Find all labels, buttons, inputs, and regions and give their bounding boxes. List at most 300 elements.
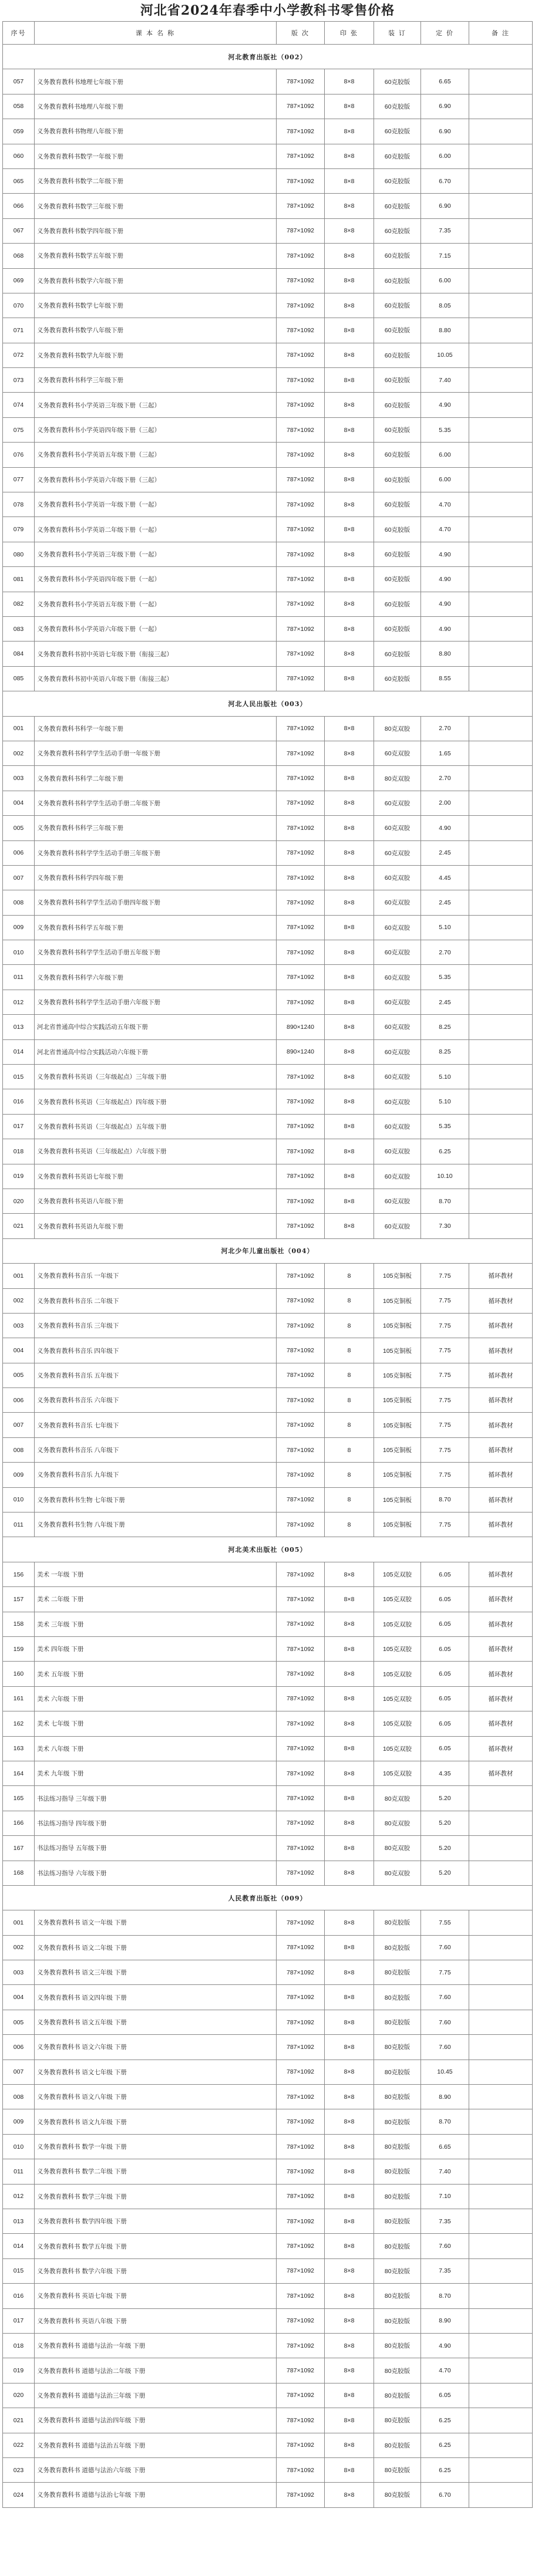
binding-paper: 60克胶版 [374, 492, 421, 517]
print-sheets: 8×8 [325, 2060, 374, 2084]
remark [469, 94, 533, 119]
binding-paper: 60克胶版 [374, 517, 421, 542]
book-name: 美术 六年级 下册 [35, 1686, 277, 1711]
remark [469, 244, 533, 268]
remark: 循环教材 [469, 1463, 533, 1487]
binding-paper: 60克双胶 [374, 915, 421, 940]
book-format: 787×1092 [277, 1736, 325, 1761]
book-format: 787×1092 [277, 1264, 325, 1288]
row-number: 008 [3, 890, 35, 915]
book-name: 义务教育教科书物理八年级下册 [35, 119, 277, 144]
book-format: 787×1092 [277, 1139, 325, 1164]
publisher-name: 河北人民出版社（003） [3, 691, 533, 716]
book-name: 义务教育教科书 语文四年级 下册 [35, 1985, 277, 2010]
binding-paper: 60克双胶 [374, 1015, 421, 1039]
binding-paper: 80克胶版 [374, 2035, 421, 2060]
book-name: 义务教育教科书 道德与法治四年级 下册 [35, 2408, 277, 2433]
binding-paper: 80克双胶 [374, 766, 421, 791]
book-format: 787×1092 [277, 1761, 325, 1785]
book-format: 787×1092 [277, 244, 325, 268]
book-name: 美术 二年级 下册 [35, 1587, 277, 1612]
remark [469, 1214, 533, 1238]
remark [469, 1811, 533, 1835]
remark [469, 1935, 533, 1960]
book-format: 787×1092 [277, 940, 325, 965]
print-sheets: 8×8 [325, 492, 374, 517]
book-format: 787×1092 [277, 1711, 325, 1736]
book-format: 787×1092 [277, 2184, 325, 2209]
row-number: 016 [3, 2284, 35, 2308]
print-sheets: 8×8 [325, 741, 374, 765]
book-format: 787×1092 [277, 268, 325, 293]
binding-paper: 105克铜板 [374, 1437, 421, 1462]
binding-paper: 60克胶版 [374, 69, 421, 94]
binding-paper: 105克双胶 [374, 1686, 421, 1711]
book-name: 书法练习指导 六年级下册 [35, 1861, 277, 1885]
price: 7.60 [421, 2234, 469, 2258]
price: 4.45 [421, 865, 469, 890]
book-format: 787×1092 [277, 2358, 325, 2383]
print-sheets: 8×8 [325, 2134, 374, 2159]
price: 8.25 [421, 1039, 469, 1064]
binding-paper: 60克双胶 [374, 1164, 421, 1189]
row-number: 161 [3, 1686, 35, 1711]
remark [469, 343, 533, 367]
remark [469, 368, 533, 393]
remark [469, 1861, 533, 1885]
binding-paper: 60克胶版 [374, 293, 421, 318]
book-name: 义务教育教科书数学八年级下册 [35, 318, 277, 343]
book-format: 787×1092 [277, 443, 325, 467]
row-number: 006 [3, 2035, 35, 2060]
row-number: 058 [3, 94, 35, 119]
book-name: 义务教育教科书 数学一年级 下册 [35, 2134, 277, 2159]
price: 8.05 [421, 293, 469, 318]
table-row [3, 1487, 533, 1512]
remark [469, 393, 533, 417]
print-sheets: 8×8 [325, 1139, 374, 1164]
book-name: 义务教育教科书科学三年级下册 [35, 816, 277, 840]
price: 7.75 [421, 1313, 469, 1338]
binding-paper: 60克双胶 [374, 940, 421, 965]
book-format: 787×1092 [277, 890, 325, 915]
book-name: 义务教育教科书音乐 五年级下 [35, 1363, 277, 1387]
print-sheets: 8×8 [325, 1910, 374, 1935]
price: 7.75 [421, 1338, 469, 1363]
price: 4.90 [421, 542, 469, 566]
binding-paper: 60克胶版 [374, 94, 421, 119]
print-sheets: 8×8 [325, 1089, 374, 1114]
remark: 循环教材 [469, 1388, 533, 1413]
book-name: 义务教育教科书科学学生活动手册二年级下册 [35, 791, 277, 815]
book-format: 787×1092 [277, 1114, 325, 1139]
print-sheets: 8×8 [325, 2010, 374, 2034]
book-format: 787×1092 [277, 1065, 325, 1089]
print-sheets: 8 [325, 1487, 374, 1512]
binding-paper: 80克双胶 [374, 1811, 421, 1835]
price: 2.70 [421, 940, 469, 965]
book-format: 787×1092 [277, 2408, 325, 2433]
book-format: 787×1092 [277, 1686, 325, 1711]
table-row [3, 1910, 533, 1935]
binding-paper: 80克胶版 [374, 2159, 421, 2184]
table-row [3, 616, 533, 641]
print-sheets: 8×8 [325, 467, 374, 492]
table-row [3, 642, 533, 666]
book-name: 义务教育教科书数学六年级下册 [35, 268, 277, 293]
remark [469, 1089, 533, 1114]
remark [469, 1910, 533, 1935]
remark: 循环教材 [469, 1587, 533, 1612]
binding-paper: 60克胶版 [374, 343, 421, 367]
row-number: 065 [3, 168, 35, 193]
book-format: 787×1092 [277, 791, 325, 815]
row-number: 069 [3, 268, 35, 293]
book-name: 义务教育教科书音乐 一年级下 [35, 1264, 277, 1288]
table-row [3, 293, 533, 318]
book-format: 787×1092 [277, 2308, 325, 2333]
binding-paper: 60克胶版 [374, 417, 421, 442]
print-sheets: 8×8 [325, 542, 374, 566]
remark [469, 642, 533, 666]
binding-paper: 80克胶版 [374, 2408, 421, 2433]
table-row [3, 2333, 533, 2358]
row-number: 013 [3, 2209, 35, 2233]
print-sheets: 8×8 [325, 168, 374, 193]
row-number: 016 [3, 1089, 35, 1114]
row-number: 078 [3, 492, 35, 517]
print-sheets: 8×8 [325, 318, 374, 343]
table-row [3, 467, 533, 492]
price: 7.30 [421, 1214, 469, 1238]
table-row [3, 2258, 533, 2283]
binding-paper: 60克胶版 [374, 119, 421, 144]
print-sheets: 8×8 [325, 2258, 374, 2283]
row-number: 002 [3, 1935, 35, 1960]
table-row [3, 2408, 533, 2433]
book-name: 义务教育教科书生物 七年级下册 [35, 1487, 277, 1512]
row-number: 007 [3, 1413, 35, 1437]
table-row [3, 119, 533, 144]
header-row [3, 22, 533, 45]
print-sheets: 8×8 [325, 1686, 374, 1711]
table-row [3, 69, 533, 94]
table-row [3, 666, 533, 691]
page-title: 河北省2024年春季中小学教科书零售价格 [140, 3, 395, 18]
row-number: 019 [3, 1164, 35, 1189]
book-format: 787×1092 [277, 592, 325, 616]
row-number: 002 [3, 741, 35, 765]
price: 8.80 [421, 642, 469, 666]
price: 6.00 [421, 268, 469, 293]
table-row [3, 2010, 533, 2034]
book-format: 787×1092 [277, 1935, 325, 1960]
remark [469, 791, 533, 815]
row-number: 160 [3, 1662, 35, 1686]
price: 7.40 [421, 368, 469, 393]
row-number: 020 [3, 2383, 35, 2408]
remark [469, 194, 533, 218]
table-row [3, 2209, 533, 2233]
book-name: 义务教育教科书 英语七年级 下册 [35, 2284, 277, 2308]
binding-paper: 80克胶版 [374, 2433, 421, 2457]
remark [469, 443, 533, 467]
table-row [3, 840, 533, 865]
book-format: 787×1092 [277, 1662, 325, 1686]
book-name: 义务教育教科书英语（三年级起点）三年级下册 [35, 1065, 277, 1089]
table-row [3, 2234, 533, 2258]
table-row [3, 1637, 533, 1662]
row-number: 014 [3, 1039, 35, 1064]
row-number: 009 [3, 1463, 35, 1487]
book-format: 787×1092 [277, 915, 325, 940]
price: 7.60 [421, 1985, 469, 2010]
print-sheets: 8×8 [325, 1960, 374, 1985]
binding-paper: 60克双胶 [374, 1065, 421, 1089]
remark [469, 1164, 533, 1189]
binding-paper: 105克双胶 [374, 1562, 421, 1586]
binding-paper: 80克胶版 [374, 2258, 421, 2283]
remark [469, 2060, 533, 2084]
price: 10.05 [421, 343, 469, 367]
price: 6.70 [421, 168, 469, 193]
price: 8.55 [421, 666, 469, 691]
row-number: 165 [3, 1786, 35, 1811]
publisher-name: 人民教育出版社（009） [3, 1885, 533, 1910]
print-sheets: 8×8 [325, 1985, 374, 2010]
row-number: 007 [3, 865, 35, 890]
book-format: 787×1092 [277, 2234, 325, 2258]
table-row [3, 1985, 533, 2010]
row-number: 011 [3, 1512, 35, 1537]
print-sheets: 8×8 [325, 194, 374, 218]
remark [469, 2134, 533, 2159]
row-number: 077 [3, 467, 35, 492]
price: 5.20 [421, 1786, 469, 1811]
book-format: 787×1092 [277, 666, 325, 691]
price: 5.35 [421, 417, 469, 442]
row-number: 008 [3, 2085, 35, 2109]
book-format: 787×1092 [277, 1960, 325, 1985]
row-number: 010 [3, 940, 35, 965]
row-number: 021 [3, 2408, 35, 2433]
book-name: 义务教育教科书科学五年级下册 [35, 915, 277, 940]
book-name: 义务教育教科书科学六年级下册 [35, 965, 277, 990]
binding-paper: 60克胶版 [374, 194, 421, 218]
print-sheets: 8×8 [325, 990, 374, 1014]
table-row [3, 1214, 533, 1238]
book-name: 义务教育教科书小学英语六年级下册（三起） [35, 467, 277, 492]
table-row [3, 1512, 533, 1537]
table-row [3, 890, 533, 915]
print-sheets: 8×8 [325, 2457, 374, 2482]
row-number: 156 [3, 1562, 35, 1586]
book-name: 义务教育教科书英语八年级下册 [35, 1189, 277, 1213]
print-sheets: 8 [325, 1388, 374, 1413]
header-note: 备 注 [469, 22, 533, 45]
book-name: 义务教育教科书 语文七年级 下册 [35, 2060, 277, 2084]
print-sheets: 8×8 [325, 816, 374, 840]
row-number: 005 [3, 816, 35, 840]
book-format: 787×1092 [277, 2060, 325, 2084]
binding-paper: 105克铜板 [374, 1512, 421, 1537]
book-name: 义务教育教科书初中英语七年级下册（衔接三起） [35, 642, 277, 666]
table-row [3, 816, 533, 840]
table-row [3, 443, 533, 467]
table-row [3, 1861, 533, 1885]
price: 6.05 [421, 1637, 469, 1662]
publisher-name: 河北美术出版社（005） [3, 1537, 533, 1562]
print-sheets: 8×8 [325, 393, 374, 417]
remark: 循环教材 [469, 1338, 533, 1363]
row-number: 158 [3, 1612, 35, 1636]
header-no: 序号 [3, 22, 35, 45]
price: 7.60 [421, 1935, 469, 1960]
remark [469, 2284, 533, 2308]
row-number: 004 [3, 791, 35, 815]
table-row [3, 1313, 533, 1338]
table-row [3, 1164, 533, 1189]
row-number: 019 [3, 2358, 35, 2383]
price: 7.55 [421, 1910, 469, 1935]
binding-paper: 105克铜板 [374, 1264, 421, 1288]
price: 7.75 [421, 1413, 469, 1437]
print-sheets: 8×8 [325, 616, 374, 641]
print-sheets: 8×8 [325, 890, 374, 915]
price: 2.00 [421, 791, 469, 815]
table-row [3, 2085, 533, 2109]
binding-paper: 105克双胶 [374, 1662, 421, 1686]
book-name: 美术 一年级 下册 [35, 1562, 277, 1586]
row-number: 159 [3, 1637, 35, 1662]
table-row [3, 940, 533, 965]
binding-paper: 105克双胶 [374, 1587, 421, 1612]
price: 4.70 [421, 517, 469, 542]
book-format: 787×1092 [277, 2284, 325, 2308]
remark: 循环教材 [469, 1686, 533, 1711]
table-row [3, 1662, 533, 1686]
price: 4.90 [421, 592, 469, 616]
print-sheets: 8×8 [325, 666, 374, 691]
print-sheets: 8×8 [325, 1214, 374, 1238]
remark [469, 1065, 533, 1089]
book-name: 义务教育教科书科学四年级下册 [35, 865, 277, 890]
binding-paper: 105克双胶 [374, 1761, 421, 1785]
book-name: 义务教育教科书 语文五年级 下册 [35, 2010, 277, 2034]
book-format: 787×1092 [277, 168, 325, 193]
book-format: 787×1092 [277, 1388, 325, 1413]
book-name: 义务教育教科书音乐 八年级下 [35, 1437, 277, 1462]
book-format: 787×1092 [277, 1637, 325, 1662]
table-row [3, 417, 533, 442]
book-format: 787×1092 [277, 542, 325, 566]
row-number: 003 [3, 1313, 35, 1338]
binding-paper: 105克铜板 [374, 1363, 421, 1387]
binding-paper: 60克胶版 [374, 443, 421, 467]
binding-paper: 60克双胶 [374, 1089, 421, 1114]
book-name: 义务教育教科书科学学生活动手册三年级下册 [35, 840, 277, 865]
print-sheets: 8×8 [325, 2209, 374, 2233]
remark [469, 2457, 533, 2482]
book-name: 义务教育教科书 道德与法治五年级 下册 [35, 2433, 277, 2457]
remark [469, 2333, 533, 2358]
remark [469, 2109, 533, 2134]
price: 6.05 [421, 1662, 469, 1686]
book-name: 义务教育教科书 道德与法治三年级 下册 [35, 2383, 277, 2408]
table-row [3, 1015, 533, 1039]
book-format: 787×1092 [277, 2159, 325, 2184]
book-format: 787×1092 [277, 642, 325, 666]
binding-paper: 80克胶版 [374, 2085, 421, 2109]
row-number: 018 [3, 2333, 35, 2358]
price: 6.00 [421, 467, 469, 492]
table-row [3, 791, 533, 815]
row-number: 163 [3, 1736, 35, 1761]
price: 8.90 [421, 2308, 469, 2333]
table-row [3, 990, 533, 1014]
remark: 循环教材 [469, 1313, 533, 1338]
price: 7.75 [421, 1363, 469, 1387]
book-format: 787×1092 [277, 1985, 325, 2010]
book-name: 义务教育教科书科学学生活动手册四年级下册 [35, 890, 277, 915]
remark: 循环教材 [469, 1736, 533, 1761]
book-name: 义务教育教科书英语九年级下册 [35, 1214, 277, 1238]
book-format: 787×1092 [277, 368, 325, 393]
price: 8.70 [421, 2109, 469, 2134]
table-row [3, 1711, 533, 1736]
binding-paper: 80克双胶 [374, 716, 421, 741]
print-sheets: 8×8 [325, 517, 374, 542]
remark [469, 965, 533, 990]
table-row [3, 1413, 533, 1437]
table-row [3, 2358, 533, 2383]
book-format: 787×1092 [277, 1463, 325, 1487]
remark [469, 666, 533, 691]
table-row [3, 2109, 533, 2134]
remark [469, 1139, 533, 1164]
row-number: 021 [3, 1214, 35, 1238]
remark: 循环教材 [469, 1637, 533, 1662]
price: 4.35 [421, 1761, 469, 1785]
binding-paper: 80克双胶 [374, 1836, 421, 1861]
row-number: 067 [3, 218, 35, 243]
print-sheets: 8×8 [325, 443, 374, 467]
binding-paper: 80克双胶 [374, 1861, 421, 1885]
row-number: 072 [3, 343, 35, 367]
book-format: 787×1092 [277, 1338, 325, 1363]
remark [469, 865, 533, 890]
row-number: 006 [3, 840, 35, 865]
remark: 循环教材 [469, 1711, 533, 1736]
print-sheets: 8×8 [325, 940, 374, 965]
row-number: 009 [3, 2109, 35, 2134]
book-name: 义务教育教科书小学英语六年级下册（一起） [35, 616, 277, 641]
book-name: 书法练习指导 五年级下册 [35, 1836, 277, 1861]
binding-paper: 60克双胶 [374, 1039, 421, 1064]
row-number: 001 [3, 1910, 35, 1935]
remark: 循环教材 [469, 1437, 533, 1462]
row-number: 005 [3, 1363, 35, 1387]
book-name: 美术 四年级 下册 [35, 1637, 277, 1662]
binding-paper: 60克胶版 [374, 268, 421, 293]
remark [469, 119, 533, 144]
remark: 循环教材 [469, 1562, 533, 1586]
table-row [3, 1686, 533, 1711]
header-name: 课 本 名 称 [35, 22, 277, 45]
print-sheets: 8×8 [325, 368, 374, 393]
price: 7.35 [421, 2209, 469, 2233]
table-row [3, 592, 533, 616]
